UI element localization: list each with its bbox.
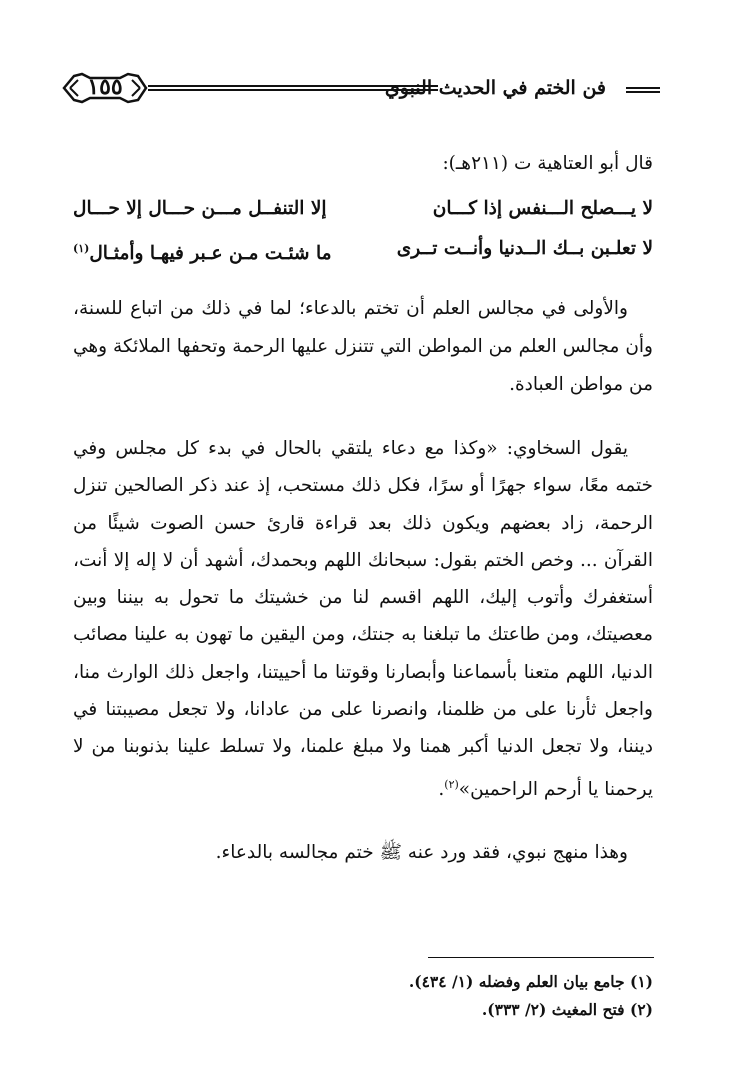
poem-verse <box>73 232 653 272</box>
sentence-end: . <box>438 778 445 800</box>
verse-second-hemistich <box>73 232 332 271</box>
paragraph-3: وهذا منهج نبوي، فقد ورد عنه ﷺ ختم مجالسه بالدعاء. <box>215 842 628 863</box>
poem-intro: قال أبو العتاهية ت (٢١١هـ): <box>442 153 653 174</box>
verse-first-hemistich: لا تعلـبن بــك الــدنيا وأنــت تــرى <box>396 238 653 259</box>
header-dash <box>626 87 660 93</box>
footnote-item: (١) جامع بيان العلم وفضله (١/ ٤٣٤). <box>408 972 653 991</box>
poem <box>73 192 653 272</box>
footnotes <box>300 968 653 1024</box>
verse-text: ما شئـت مـن عـبر فيهـا وأمثـال <box>89 243 332 265</box>
page-number-ornament <box>60 66 150 110</box>
verse-second-hemistich: إلا التنفــل مـــن حـــال إلا حـــال <box>73 198 327 219</box>
footnote-ref: (١) <box>73 242 90 255</box>
page-number: ١٥٥ <box>87 74 123 100</box>
running-title: فن الختم في الحديث النبوي <box>384 77 606 99</box>
footnote-item: (٢) فتح المغيث (٢/ ٣٣٣). <box>481 1000 653 1019</box>
paragraph-1: والأولى في مجالس العلم أن تختم بالدعاء؛ لما في ذلك من اتباع للسنة، وأن مجالس العلم من المواطن التي تتنزل عليها الرحمة وتحفها الملائكة وهي من مواطن العبادة. <box>73 298 653 395</box>
quote-text: يقول السخاوي: «وكذا مع دعاء يلتقي بالحال في بدء كل مجلس وفي ختمه معًا، سواء جهرًا أو سرًا، فكل ذلك مستحب، إذ عند ذكر الصالحين تنزل الرحمة، زاد بعضهم ويكون ذلك بعد قراءة قارئ حسن الصوت شيئًا من القرآن ... وخص الختم بقول: سبحانك اللهم وبحمدك، أشهد أن لا إله إلا أنت، أستغفرك وأتوب إليك، اللهم اقسم لنا من خشيتك ما تحول به بيننا وبين معصيتك، ومن طاعتك ما تبلغنا به جنتك، ومن اليقين ما تهون به علينا مصائب الدنيا، اللهم متعنا بأسماعنا وأبصارنا وقوتنا ما أحييتنا، واجعل ذلك الوارث منا، واجعل ثأرنا على من ظلمنا، وانصرنا على من عادانا، ولا تجعل مصيبتنا في ديننا، ولا تجعل الدنيا أكبر همنا ولا مبلغ علمنا، ولا تسلط علينا بذنوبنا من لا يرحمنا يا أرحم الراحمين» <box>73 438 653 800</box>
footnote-separator <box>428 957 654 958</box>
poem-verse <box>73 192 653 232</box>
verse-first-hemistich: لا يـــصلح الـــنفس إذا كـــان <box>432 198 653 219</box>
footnote-ref: (٢) <box>444 777 459 791</box>
page-header <box>60 66 660 110</box>
paragraph-2 <box>73 430 653 808</box>
